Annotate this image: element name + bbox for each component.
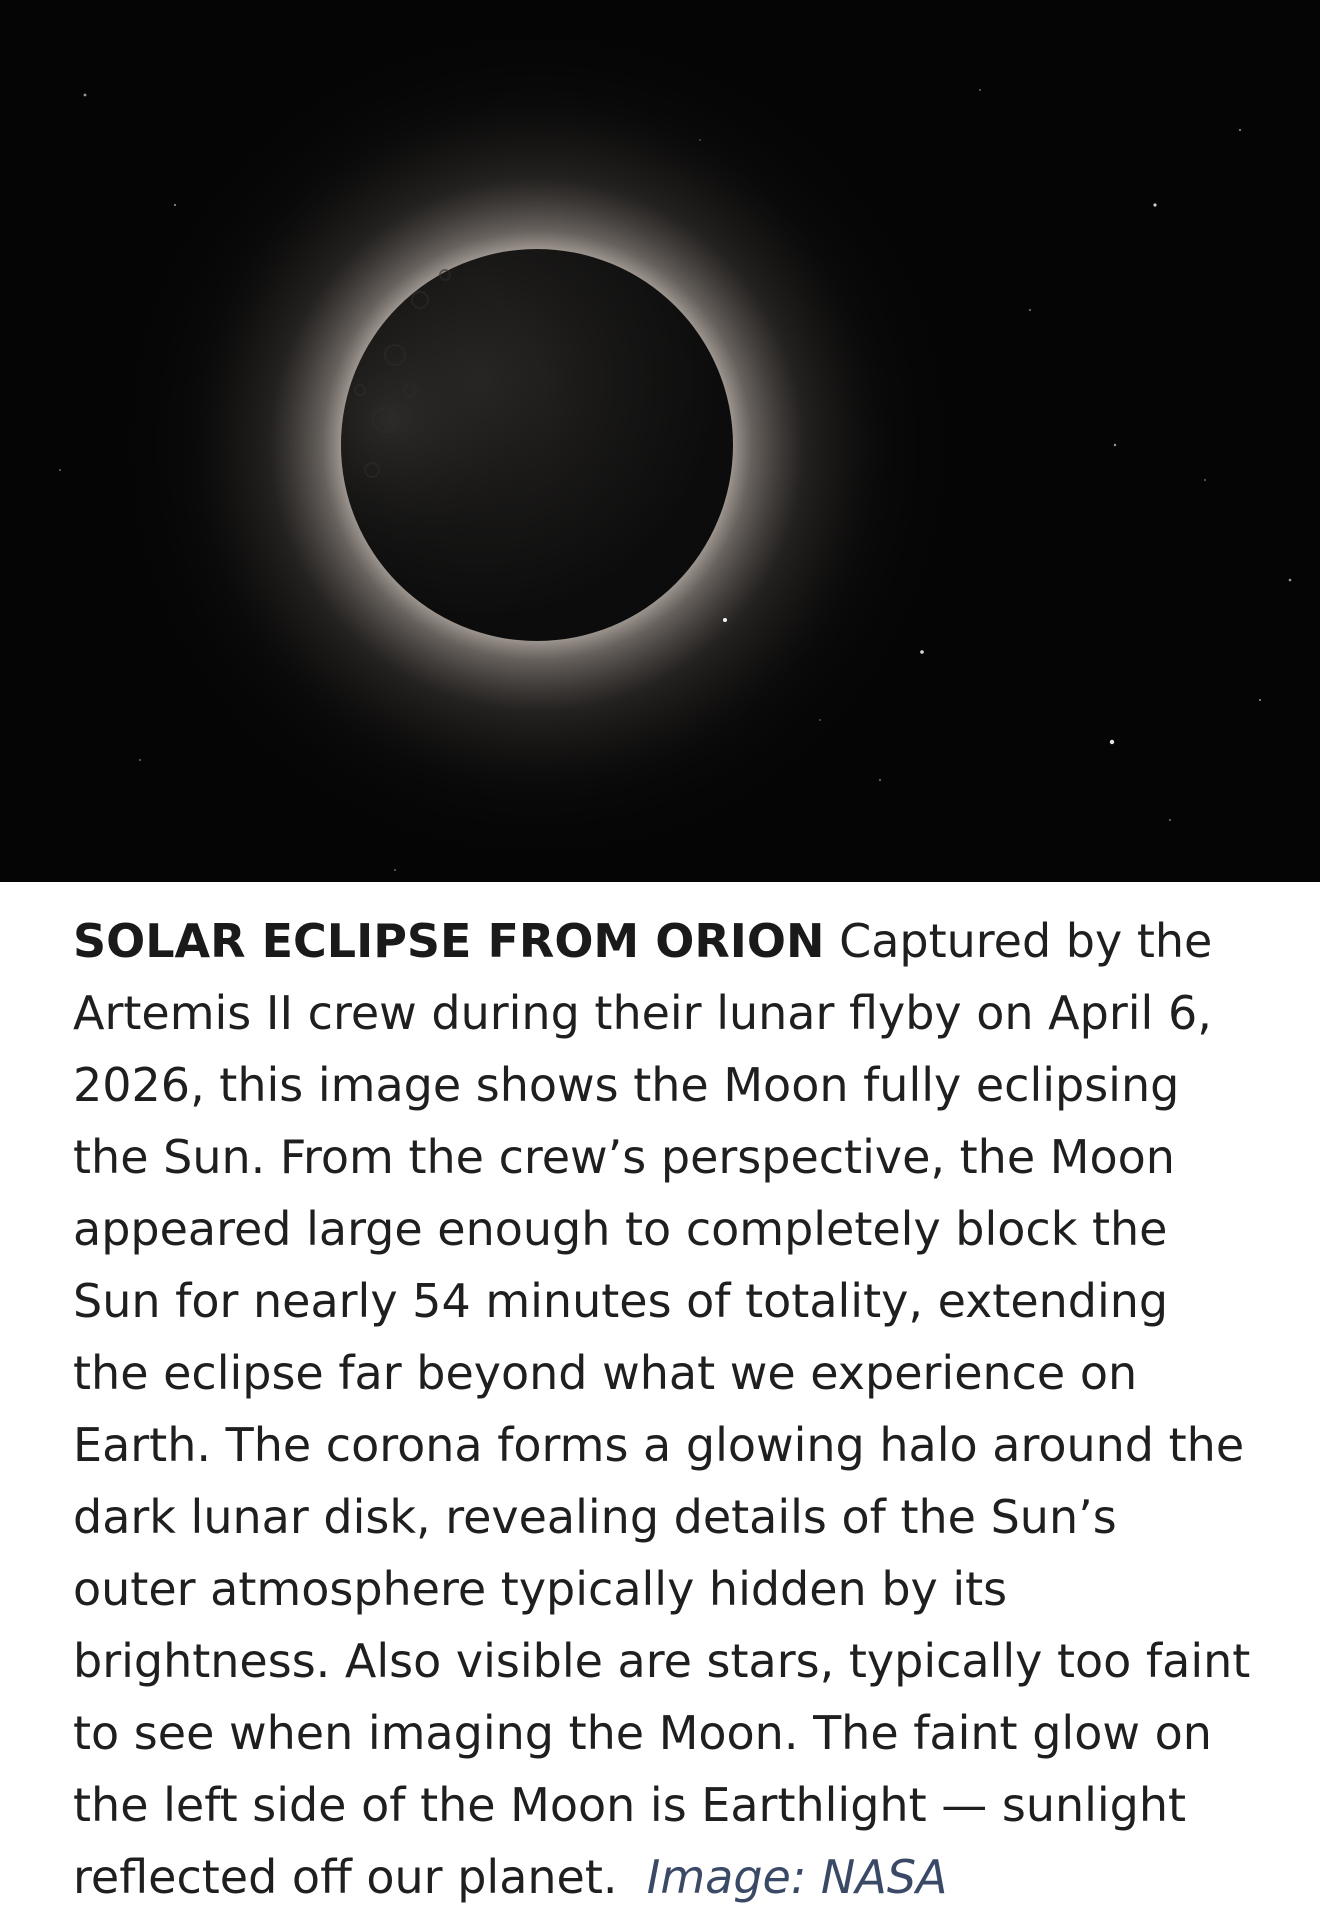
eclipse-image <box>0 0 1320 882</box>
moon-disk <box>341 249 733 641</box>
photo-caption <box>73 905 1253 1913</box>
image-credit: Image: NASA <box>646 1850 948 1904</box>
eclipse-photo <box>0 0 1320 882</box>
caption-body: Captured by the Artemis II crew during their lunar flyby on April 6, 2026, this image shows the Moon fully eclipsing the Sun. From the crew’s perspective, the Moon appeared large enough to completely block the Sun for nearly 54 minutes of totality, extending the eclipse far beyond what we experience on Earth. The corona forms a glowing halo around the dark lunar disk, revealing details of the Sun’s outer atmosphere typically hidden by its brightness. Also visible are stars, typically too faint to see when imaging the Moon. The faint glow on the left side of the Moon is Earthlight — sunlight reflected off our planet. <box>73 914 1251 1904</box>
caption-headline: SOLAR ECLIPSE FROM ORION <box>73 914 825 968</box>
